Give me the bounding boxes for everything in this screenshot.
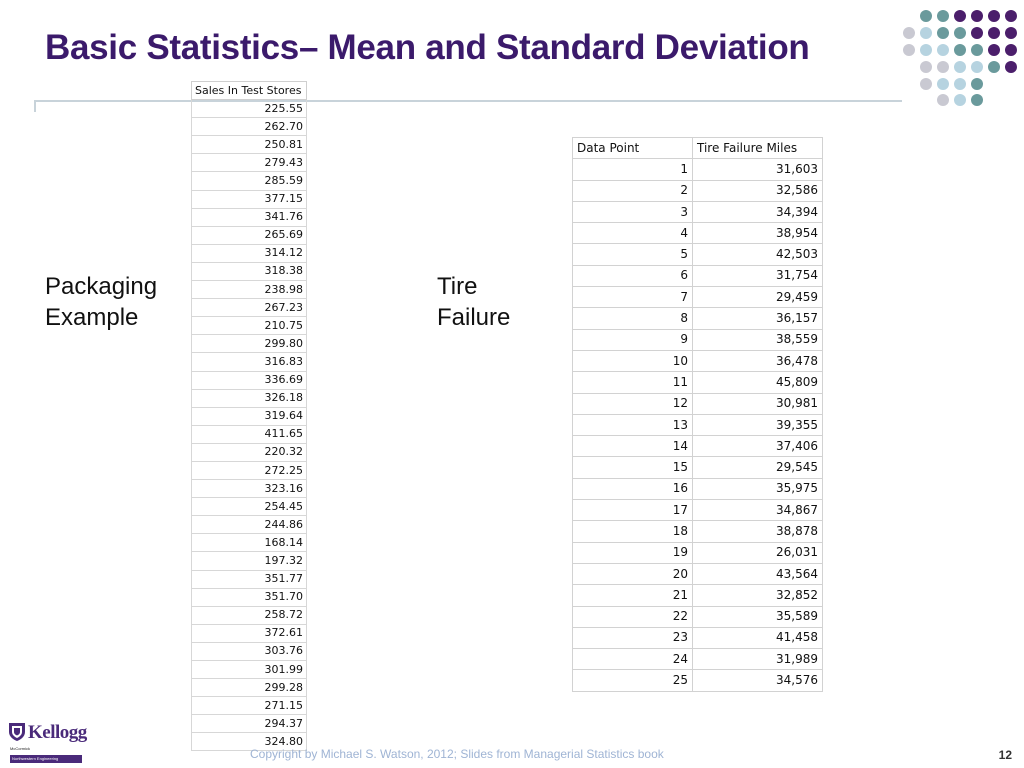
table-row: [573, 457, 823, 478]
table-row: [192, 172, 307, 190]
table-row: [573, 308, 823, 329]
table-row: [192, 100, 307, 118]
decorative-dot: [920, 27, 932, 39]
sales-value-cell: 168.14: [192, 534, 307, 552]
table-row: [192, 715, 307, 733]
decorative-dot: [988, 27, 1000, 39]
sales-value-cell: 316.83: [192, 353, 307, 371]
decorative-dot: [1005, 61, 1017, 73]
sales-value-cell: 411.65: [192, 425, 307, 443]
tire-failure-miles-cell: 32,852: [693, 585, 823, 606]
sales-value-cell: 318.38: [192, 262, 307, 280]
decorative-dot: [971, 94, 983, 106]
table-row: [192, 480, 307, 498]
sales-table-header-row: [192, 82, 307, 100]
tire-failure-miles-cell: 38,878: [693, 521, 823, 542]
tire-failure-label: [437, 271, 510, 333]
data-point-cell: 15: [573, 457, 693, 478]
table-row: [573, 372, 823, 393]
sales-value-cell: 197.32: [192, 552, 307, 570]
tire-table-header-miles: Tire Failure Miles: [693, 138, 823, 159]
data-point-cell: 14: [573, 436, 693, 457]
tire-failure-miles-cell: 38,954: [693, 223, 823, 244]
tire-failure-miles-cell: 42,503: [693, 244, 823, 265]
data-point-cell: 1: [573, 159, 693, 180]
data-point-cell: 2: [573, 180, 693, 201]
table-row: [573, 563, 823, 584]
table-row: [192, 190, 307, 208]
data-point-cell: 6: [573, 265, 693, 286]
decorative-dot: [1005, 10, 1017, 22]
table-row: [573, 350, 823, 371]
data-point-cell: 18: [573, 521, 693, 542]
tire-failure-miles-cell: 31,603: [693, 159, 823, 180]
sales-value-cell: 271.15: [192, 697, 307, 715]
table-row: [192, 244, 307, 262]
tire-failure-miles-cell: 38,559: [693, 329, 823, 350]
sales-value-cell: 314.12: [192, 244, 307, 262]
decorative-dot: [954, 10, 966, 22]
table-row: [192, 588, 307, 606]
tire-failure-table: [572, 137, 823, 692]
decorative-dot: [971, 61, 983, 73]
data-point-cell: 7: [573, 287, 693, 308]
sales-value-cell: 301.99: [192, 661, 307, 679]
tire-failure-miles-cell: 32,586: [693, 180, 823, 201]
sales-value-cell: 351.70: [192, 588, 307, 606]
decorative-dot: [937, 78, 949, 90]
title-divider-tick: [34, 100, 36, 112]
tire-failure-miles-cell: 31,754: [693, 265, 823, 286]
table-row: [573, 159, 823, 180]
tire-failure-miles-cell: 39,355: [693, 414, 823, 435]
data-point-cell: 16: [573, 478, 693, 499]
data-point-cell: 25: [573, 670, 693, 691]
decorative-dot: [988, 61, 1000, 73]
data-point-cell: 10: [573, 350, 693, 371]
table-row: [573, 223, 823, 244]
tire-label-line-1: Tire: [437, 273, 478, 300]
table-row: [192, 697, 307, 715]
sales-value-cell: 341.76: [192, 208, 307, 226]
sales-value-cell: 319.64: [192, 407, 307, 425]
data-point-cell: 24: [573, 649, 693, 670]
table-row: [192, 353, 307, 371]
data-point-cell: 21: [573, 585, 693, 606]
table-row: [573, 393, 823, 414]
tire-failure-miles-cell: 35,975: [693, 478, 823, 499]
sales-value-cell: 294.37: [192, 715, 307, 733]
slide-title: Basic Statistics– Mean and Standard Deviation: [45, 28, 810, 67]
decorative-dot: [937, 27, 949, 39]
table-row: [192, 118, 307, 136]
sales-value-cell: 250.81: [192, 136, 307, 154]
decorative-dot: [954, 44, 966, 56]
data-point-cell: 11: [573, 372, 693, 393]
decorative-dot: [971, 78, 983, 90]
sales-value-cell: 336.69: [192, 371, 307, 389]
decorative-dot: [971, 27, 983, 39]
northwestern-engineering-bar: Northwestern Engineering: [10, 755, 82, 763]
table-row: [192, 407, 307, 425]
decorative-dot: [920, 61, 932, 73]
sales-table-header: Sales In Test Stores: [192, 82, 307, 100]
table-row: [573, 542, 823, 563]
decorative-dot: [988, 10, 1000, 22]
table-row: [192, 317, 307, 335]
tire-failure-miles-cell: 36,478: [693, 350, 823, 371]
title-divider: [34, 100, 902, 102]
kellogg-crest-icon: [8, 722, 26, 742]
table-row: [192, 606, 307, 624]
table-row: [192, 679, 307, 697]
data-point-cell: 20: [573, 563, 693, 584]
table-row: [192, 136, 307, 154]
table-row: [192, 226, 307, 244]
data-point-cell: 13: [573, 414, 693, 435]
data-point-cell: 9: [573, 329, 693, 350]
sales-value-cell: 262.70: [192, 118, 307, 136]
tire-failure-miles-cell: 34,576: [693, 670, 823, 691]
decorative-dot: [954, 27, 966, 39]
table-row: [192, 425, 307, 443]
tire-failure-miles-cell: 34,394: [693, 201, 823, 222]
tire-failure-miles-cell: 29,545: [693, 457, 823, 478]
packaging-label-line-1: Packaging: [45, 273, 158, 300]
table-row: [573, 180, 823, 201]
table-row: [573, 436, 823, 457]
sales-value-cell: 244.86: [192, 516, 307, 534]
tire-label-line-2: Failure: [437, 304, 511, 331]
data-point-cell: 17: [573, 500, 693, 521]
decorative-dot: [903, 44, 915, 56]
sales-value-cell: 258.72: [192, 606, 307, 624]
copyright-footer: Copyright by Michael S. Watson, 2012; Slides from Managerial Statistics book: [250, 747, 664, 761]
kellogg-logo: [8, 722, 87, 764]
table-row: [192, 534, 307, 552]
sales-in-test-stores-table: [191, 81, 307, 751]
decorative-dot: [937, 10, 949, 22]
decorative-dot: [1005, 27, 1017, 39]
table-row: [192, 281, 307, 299]
decorative-dot: [920, 78, 932, 90]
tire-table-header-row: [573, 138, 823, 159]
table-row: [192, 208, 307, 226]
mccormick-wordmark: McCormick: [10, 746, 30, 751]
table-row: [192, 516, 307, 534]
table-row: [573, 585, 823, 606]
table-row: [573, 627, 823, 648]
decorative-dot: [954, 61, 966, 73]
packaging-label-line-2: Example: [45, 304, 139, 331]
decorative-dot: [937, 61, 949, 73]
data-point-cell: 23: [573, 627, 693, 648]
table-row: [573, 329, 823, 350]
decorative-dot: [920, 10, 932, 22]
table-row: [192, 552, 307, 570]
table-row: [573, 606, 823, 627]
table-row: [573, 521, 823, 542]
data-point-cell: 19: [573, 542, 693, 563]
tire-table-header-data-point: Data Point: [573, 138, 693, 159]
decorative-dot: [1005, 44, 1017, 56]
packaging-example-label: [45, 271, 157, 333]
table-row: [573, 244, 823, 265]
table-row: [192, 461, 307, 479]
data-point-cell: 12: [573, 393, 693, 414]
sales-value-cell: 299.80: [192, 335, 307, 353]
data-point-cell: 3: [573, 201, 693, 222]
decorative-dot: [903, 27, 915, 39]
table-row: [192, 443, 307, 461]
sales-value-cell: 377.15: [192, 190, 307, 208]
sales-value-cell: 254.45: [192, 498, 307, 516]
tire-failure-miles-cell: 30,981: [693, 393, 823, 414]
decorative-dot: [937, 94, 949, 106]
table-row: [573, 265, 823, 286]
tire-failure-miles-cell: 36,157: [693, 308, 823, 329]
table-row: [192, 624, 307, 642]
sales-value-cell: 299.28: [192, 679, 307, 697]
table-row: [192, 570, 307, 588]
decorative-dot: [971, 44, 983, 56]
sales-value-cell: 326.18: [192, 389, 307, 407]
data-point-cell: 22: [573, 606, 693, 627]
data-point-cell: 5: [573, 244, 693, 265]
sales-value-cell: 272.25: [192, 461, 307, 479]
table-row: [192, 498, 307, 516]
table-row: [192, 299, 307, 317]
sales-value-cell: 265.69: [192, 226, 307, 244]
sales-value-cell: 279.43: [192, 154, 307, 172]
data-point-cell: 8: [573, 308, 693, 329]
table-row: [192, 389, 307, 407]
sales-value-cell: 267.23: [192, 299, 307, 317]
table-row: [573, 201, 823, 222]
sales-value-cell: 372.61: [192, 624, 307, 642]
table-row: [192, 642, 307, 660]
tire-failure-miles-cell: 41,458: [693, 627, 823, 648]
sales-value-cell: 225.55: [192, 100, 307, 118]
data-point-cell: 4: [573, 223, 693, 244]
tire-failure-miles-cell: 43,564: [693, 563, 823, 584]
table-row: [192, 262, 307, 280]
table-row: [573, 478, 823, 499]
table-row: [573, 670, 823, 691]
sales-value-cell: 238.98: [192, 281, 307, 299]
table-row: [192, 371, 307, 389]
sales-value-cell: 303.76: [192, 642, 307, 660]
table-row: [192, 335, 307, 353]
decorative-dot: [971, 10, 983, 22]
decorative-dot: [937, 44, 949, 56]
table-row: [192, 154, 307, 172]
decorative-dot: [954, 78, 966, 90]
tire-failure-miles-cell: 45,809: [693, 372, 823, 393]
sales-value-cell: 323.16: [192, 480, 307, 498]
sales-value-cell: 285.59: [192, 172, 307, 190]
decorative-dot: [954, 94, 966, 106]
table-row: [573, 500, 823, 521]
table-row: [573, 287, 823, 308]
table-row: [573, 414, 823, 435]
tire-failure-miles-cell: 26,031: [693, 542, 823, 563]
sales-value-cell: 220.32: [192, 443, 307, 461]
decorative-dot: [920, 44, 932, 56]
table-row: [573, 649, 823, 670]
tire-failure-miles-cell: 34,867: [693, 500, 823, 521]
page-number: 12: [998, 748, 1012, 762]
kellogg-wordmark: Kellogg: [28, 722, 87, 743]
tire-failure-miles-cell: 31,989: [693, 649, 823, 670]
tire-failure-miles-cell: 29,459: [693, 287, 823, 308]
table-row: [192, 661, 307, 679]
tire-failure-miles-cell: 37,406: [693, 436, 823, 457]
tire-failure-miles-cell: 35,589: [693, 606, 823, 627]
sales-value-cell: 210.75: [192, 317, 307, 335]
sales-value-cell: 324.80: [192, 733, 307, 751]
decorative-dot: [988, 44, 1000, 56]
sales-value-cell: 351.77: [192, 570, 307, 588]
